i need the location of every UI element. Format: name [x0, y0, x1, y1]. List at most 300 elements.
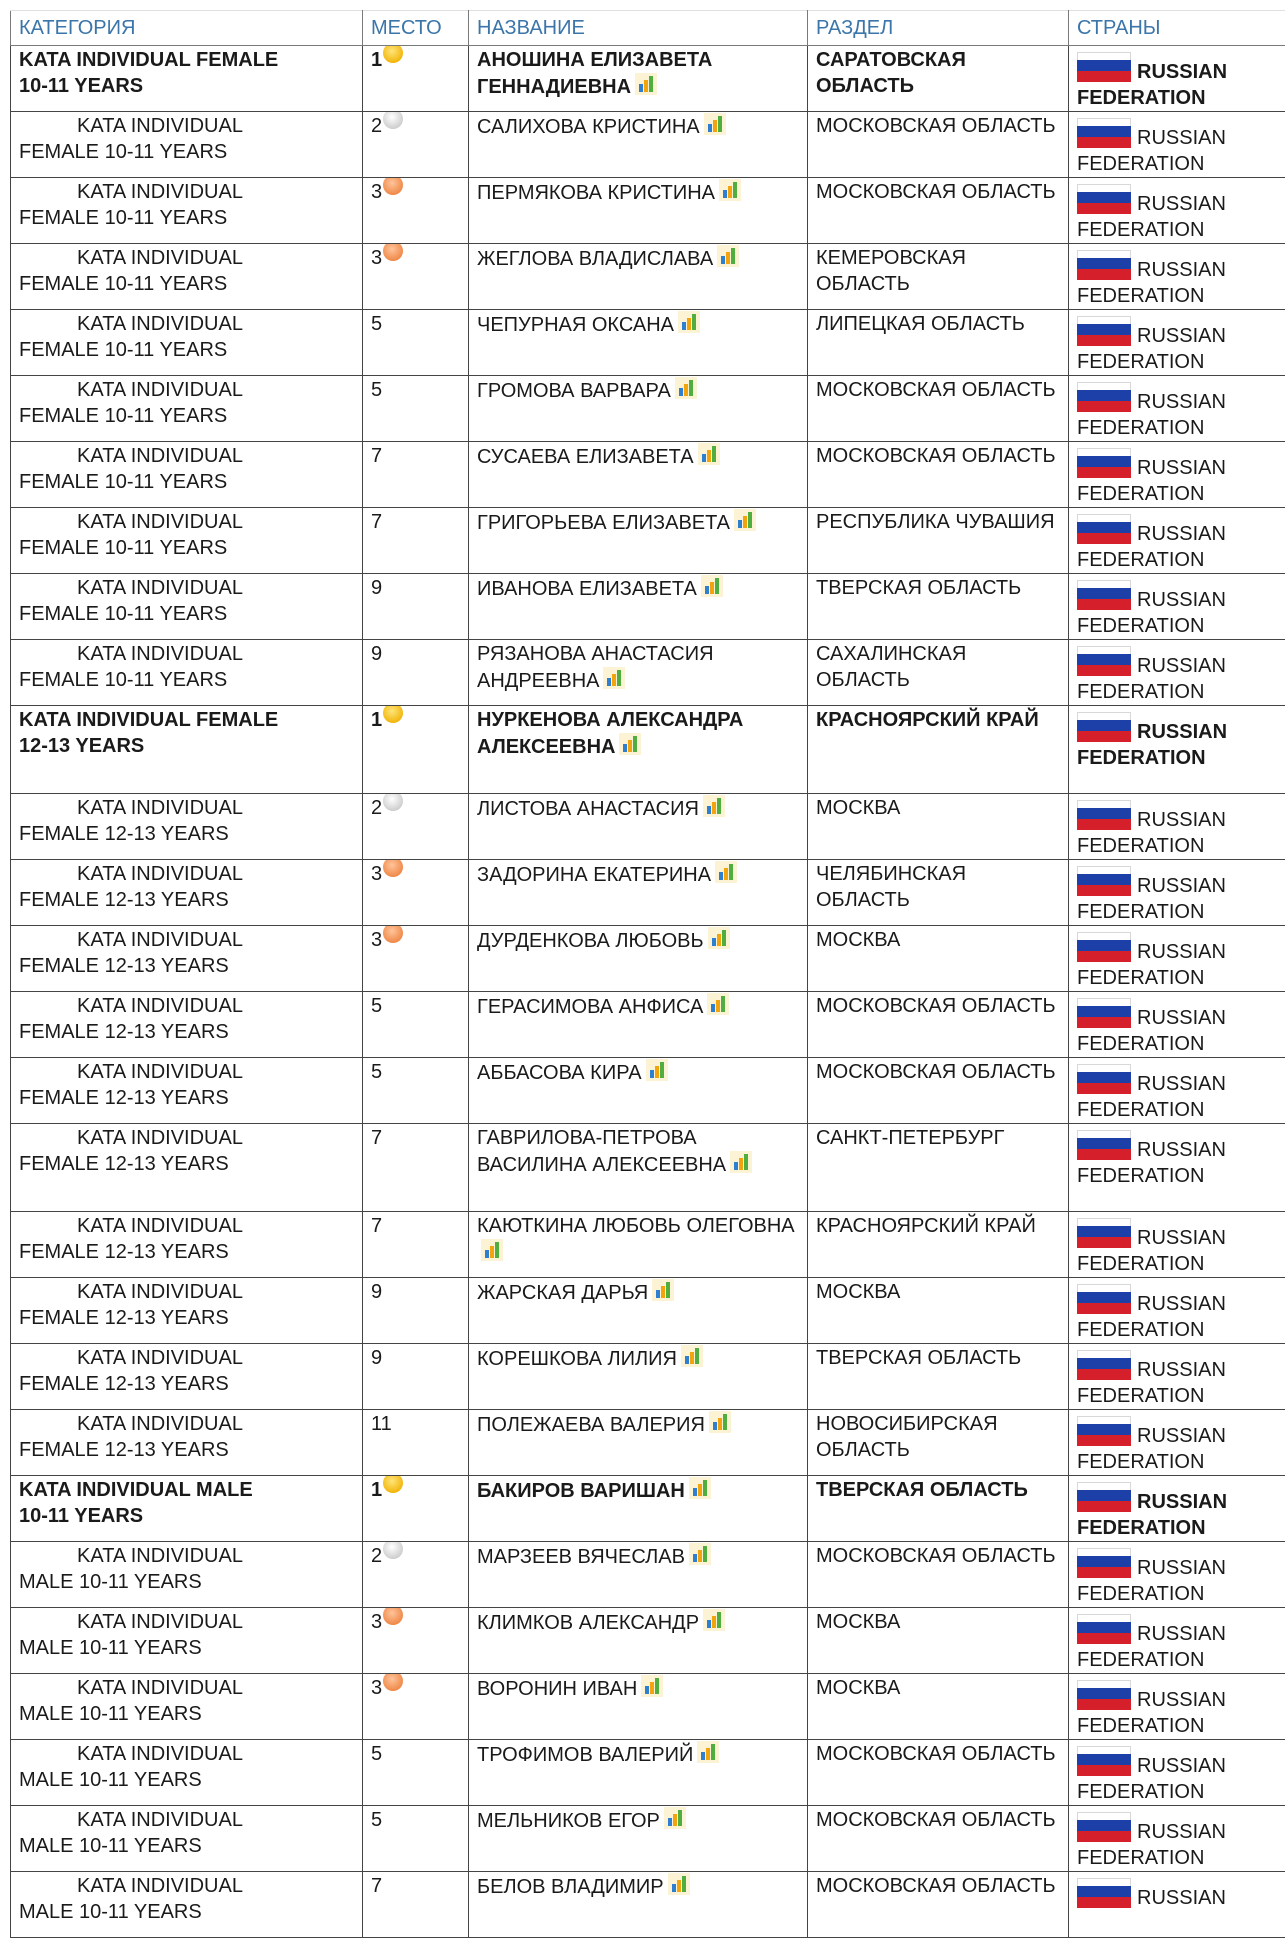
country-value: RUSSIAN FEDERATION: [1077, 391, 1226, 439]
athlete-name-link[interactable]: ЖЕГЛОВА ВЛАДИСЛАВА: [477, 248, 714, 270]
name-cell: [469, 244, 808, 310]
section-cell: [808, 1542, 1069, 1608]
category-cell: [11, 1278, 363, 1344]
stats-bar-chart-icon[interactable]: [709, 1411, 731, 1433]
place-value: 2: [371, 115, 383, 137]
name-cell: [469, 574, 808, 640]
stats-bar-chart-icon[interactable]: [635, 73, 657, 95]
country-value: RUSSIAN FEDERATION: [1077, 1623, 1226, 1671]
section-cell: [808, 508, 1069, 574]
table-row: [11, 1344, 1285, 1410]
country-cell: [1069, 574, 1285, 640]
section-cell: [808, 244, 1069, 310]
place-value: 7: [371, 445, 383, 467]
silver-medal-icon: [383, 794, 403, 812]
place-cell: [363, 1608, 469, 1674]
section-value: МОСКОВСКАЯ ОБЛАСТЬ: [816, 1545, 1056, 1567]
athlete-name-link[interactable]: ПОЛЕЖАЕВА ВАЛЕРИЯ: [477, 1414, 705, 1436]
country-cell: [1069, 1476, 1285, 1542]
country-value: RUSSIAN: [1137, 1887, 1226, 1909]
category-cell: [11, 574, 363, 640]
category-cell: [11, 46, 363, 112]
category-cell: [11, 1058, 363, 1124]
athlete-name-link[interactable]: ИВАНОВА ЕЛИЗАВЕТА: [477, 578, 697, 600]
section-cell: [808, 1608, 1069, 1674]
stats-bar-chart-icon[interactable]: [715, 861, 737, 883]
column-header-category[interactable]: КАТЕГОРИЯ: [11, 11, 363, 46]
place-cell: [363, 1872, 469, 1938]
athlete-name-link[interactable]: ЖАРСКАЯ ДАРЬЯ: [477, 1282, 649, 1304]
table-row: [11, 1410, 1285, 1476]
russia-flag-icon: [1077, 1614, 1131, 1644]
stats-bar-chart-icon[interactable]: [689, 1543, 711, 1565]
section-value: ТВЕРСКАЯ ОБЛАСТЬ: [816, 1347, 1022, 1369]
stats-bar-chart-icon[interactable]: [701, 575, 723, 597]
name-cell: [469, 860, 808, 926]
country-cell: [1069, 1212, 1285, 1278]
section-value: МОСКВА: [816, 1611, 901, 1633]
stats-bar-chart-icon[interactable]: [730, 1151, 752, 1173]
country-cell: [1069, 992, 1285, 1058]
category-cell: [11, 1476, 363, 1542]
place-value: 1: [371, 1479, 383, 1501]
name-cell: [469, 310, 808, 376]
section-value: МОСКВА: [816, 1677, 901, 1699]
stats-bar-chart-icon[interactable]: [717, 245, 739, 267]
russia-flag-icon: [1077, 998, 1131, 1028]
athlete-name-link[interactable]: МАРЗЕЕВ ВЯЧЕСЛАВ: [477, 1546, 685, 1568]
country-cell: [1069, 376, 1285, 442]
stats-bar-chart-icon[interactable]: [734, 509, 756, 531]
category-cell: [11, 992, 363, 1058]
name-cell: [469, 112, 808, 178]
place-cell: [363, 860, 469, 926]
category-cell: [11, 178, 363, 244]
category-cell: [11, 640, 363, 706]
section-value: КЕМЕРОВСКАЯ ОБЛАСТЬ: [816, 247, 966, 295]
country-value: RUSSIAN FEDERATION: [1077, 259, 1226, 307]
russia-flag-icon: [1077, 184, 1131, 214]
country-value: RUSSIAN FEDERATION: [1077, 1557, 1226, 1605]
country-cell: [1069, 1740, 1285, 1806]
athlete-name-link[interactable]: ДУРДЕНКОВА ЛЮБОВЬ: [477, 930, 704, 952]
russia-flag-icon: [1077, 118, 1131, 148]
place-cell: [363, 1058, 469, 1124]
russia-flag-icon: [1077, 316, 1131, 346]
category-line-1: KATA INDIVIDUAL: [77, 929, 243, 951]
athlete-name-link[interactable]: ВОРОНИН ИВАН: [477, 1678, 638, 1700]
name-cell: [469, 376, 808, 442]
category-line-2: FEMALE 10-11 YEARS: [19, 603, 228, 625]
russia-flag-icon: [1077, 712, 1131, 742]
name-cell: [469, 640, 808, 706]
section-value: РЕСПУБЛИКА ЧУВАШИЯ: [816, 511, 1055, 533]
category-cell: [11, 1212, 363, 1278]
place-value: 7: [371, 1127, 383, 1149]
name-cell: [469, 794, 808, 860]
category-cell: [11, 112, 363, 178]
stats-bar-chart-icon[interactable]: [703, 1609, 725, 1631]
section-value: МОСКОВСКАЯ ОБЛАСТЬ: [816, 995, 1056, 1017]
russia-flag-icon: [1077, 1548, 1131, 1578]
country-cell: [1069, 1608, 1285, 1674]
category-line-2: FEMALE 10-11 YEARS: [19, 273, 228, 295]
category-line-2: FEMALE 12-13 YEARS: [19, 1439, 229, 1461]
russia-flag-icon: [1077, 646, 1131, 676]
section-cell: [808, 992, 1069, 1058]
results-table: [10, 10, 1285, 1938]
name-cell: [469, 992, 808, 1058]
place-cell: [363, 1740, 469, 1806]
place-cell: [363, 1410, 469, 1476]
russia-flag-icon: [1077, 250, 1131, 280]
category-cell: [11, 1124, 363, 1212]
table-row: [11, 1740, 1285, 1806]
bronze-medal-icon: [383, 178, 403, 196]
place-value: 2: [371, 1545, 383, 1567]
table-row: [11, 310, 1285, 376]
place-value: 1: [371, 709, 383, 731]
section-cell: [808, 1278, 1069, 1344]
athlete-name-link[interactable]: РЯЗАНОВА АНАСТАСИЯ АНДРЕЕВНА: [477, 643, 714, 692]
section-value: МОСКОВСКАЯ ОБЛАСТЬ: [816, 445, 1056, 467]
category-line-2: FEMALE 12-13 YEARS: [19, 823, 229, 845]
country-value: RUSSIAN FEDERATION: [1077, 127, 1226, 175]
name-cell: [469, 1124, 808, 1212]
name-cell: [469, 1608, 808, 1674]
place-value: 5: [371, 1743, 383, 1765]
stats-bar-chart-icon[interactable]: [641, 1675, 663, 1697]
stats-bar-chart-icon[interactable]: [719, 179, 741, 201]
category-cell: [11, 1740, 363, 1806]
table-header-row: [11, 11, 1285, 46]
category-cell: [11, 244, 363, 310]
silver-medal-icon: [383, 112, 403, 130]
name-cell: [469, 1740, 808, 1806]
stats-bar-chart-icon[interactable]: [708, 927, 730, 949]
athlete-name-link[interactable]: КАЮТКИНА ЛЮБОВЬ ОЛЕГОВНА: [477, 1215, 795, 1237]
stats-bar-chart-icon[interactable]: [664, 1807, 686, 1829]
column-header-countries[interactable]: СТРАНЫ: [1069, 11, 1285, 46]
category-line-2: MALE 10-11 YEARS: [19, 1571, 202, 1593]
category-cell: [11, 508, 363, 574]
athlete-name-link[interactable]: ГРОМОВА ВАРВАРА: [477, 380, 671, 402]
athlete-name-link[interactable]: СУСАЕВА ЕЛИЗАВЕТА: [477, 446, 694, 468]
name-cell: [469, 1674, 808, 1740]
table-body: [11, 46, 1285, 1938]
category-line-1: KATA INDIVIDUAL: [77, 1545, 243, 1567]
stats-bar-chart-icon[interactable]: [703, 795, 725, 817]
place-value: 9: [371, 1281, 383, 1303]
name-cell: [469, 1344, 808, 1410]
athlete-name-link[interactable]: ГРИГОРЬЕВА ЕЛИЗАВЕТА: [477, 512, 731, 534]
place-cell: [363, 442, 469, 508]
place-value: 2: [371, 797, 383, 819]
athlete-name-link[interactable]: ЧЕПУРНАЯ ОКСАНА: [477, 314, 674, 336]
country-value: RUSSIAN FEDERATION: [1077, 1139, 1226, 1187]
country-value: RUSSIAN FEDERATION: [1077, 61, 1228, 109]
category-line-2: FEMALE 12-13 YEARS: [19, 955, 229, 977]
stats-bar-chart-icon[interactable]: [704, 113, 726, 135]
place-cell: [363, 1674, 469, 1740]
country-cell: [1069, 508, 1285, 574]
athlete-name-link[interactable]: АНОШИНА ЕЛИЗАВЕТА ГЕННАДИЕВНА: [477, 49, 713, 98]
category-line-1: KATA INDIVIDUAL: [77, 1061, 243, 1083]
category-line-2: MALE 10-11 YEARS: [19, 1703, 202, 1725]
section-value: КРАСНОЯРСКИЙ КРАЙ: [816, 709, 1039, 731]
category-cell: [11, 1542, 363, 1608]
russia-flag-icon: [1077, 1350, 1131, 1380]
section-value: МОСКОВСКАЯ ОБЛАСТЬ: [816, 181, 1056, 203]
place-value: 3: [371, 1677, 383, 1699]
table-row: [11, 992, 1285, 1058]
section-value: САНКТ-ПЕТЕРБУРГ: [816, 1127, 1005, 1149]
section-value: МОСКВА: [816, 1281, 901, 1303]
place-value: 5: [371, 379, 383, 401]
country-value: RUSSIAN FEDERATION: [1077, 809, 1226, 857]
name-cell: [469, 1806, 808, 1872]
category-cell: [11, 706, 363, 794]
athlete-name-link[interactable]: КОРЕШКОВА ЛИЛИЯ: [477, 1348, 677, 1370]
table-row: [11, 1212, 1285, 1278]
table-row: [11, 706, 1285, 794]
athlete-name-link[interactable]: ЛИСТОВА АНАСТАСИЯ: [477, 798, 699, 820]
section-cell: [808, 1476, 1069, 1542]
place-cell: [363, 1806, 469, 1872]
section-value: МОСКОВСКАЯ ОБЛАСТЬ: [816, 1875, 1056, 1897]
name-cell: [469, 1872, 808, 1938]
category-line-2: FEMALE 10-11 YEARS: [19, 339, 228, 361]
category-line-1: KATA INDIVIDUAL: [77, 1875, 243, 1897]
table-row: [11, 1608, 1285, 1674]
table-row: [11, 574, 1285, 640]
category-line-1: KATA INDIVIDUAL: [77, 797, 243, 819]
place-cell: [363, 640, 469, 706]
name-cell: [469, 1212, 808, 1278]
russia-flag-icon: [1077, 1680, 1131, 1710]
country-cell: [1069, 1278, 1285, 1344]
category-line-2: 10-11 YEARS: [19, 75, 144, 97]
place-value: 3: [371, 929, 383, 951]
category-line-1: KATA INDIVIDUAL FEMALE: [19, 709, 279, 731]
section-value: МОСКОВСКАЯ ОБЛАСТЬ: [816, 1743, 1056, 1765]
stats-bar-chart-icon[interactable]: [619, 733, 641, 755]
place-value: 5: [371, 1809, 383, 1831]
category-cell: [11, 1608, 363, 1674]
stats-bar-chart-icon[interactable]: [668, 1873, 690, 1895]
gold-medal-icon: [383, 706, 403, 724]
stats-bar-chart-icon[interactable]: [675, 377, 697, 399]
column-header-place[interactable]: МЕСТО: [363, 11, 469, 46]
section-cell: [808, 1344, 1069, 1410]
place-value: 5: [371, 995, 383, 1017]
category-line-1: KATA INDIVIDUAL: [77, 1611, 243, 1633]
section-cell: [808, 112, 1069, 178]
country-cell: [1069, 794, 1285, 860]
section-cell: [808, 1058, 1069, 1124]
stats-bar-chart-icon[interactable]: [678, 311, 700, 333]
place-value: 11: [371, 1413, 392, 1435]
russia-flag-icon: [1077, 1218, 1131, 1248]
place-cell: [363, 926, 469, 992]
category-line-1: KATA INDIVIDUAL FEMALE: [19, 49, 279, 71]
section-cell: [808, 926, 1069, 992]
stats-bar-chart-icon[interactable]: [603, 667, 625, 689]
category-line-2: FEMALE 12-13 YEARS: [19, 1087, 229, 1109]
stats-bar-chart-icon[interactable]: [681, 1345, 703, 1367]
place-cell: [363, 1542, 469, 1608]
category-line-2: MALE 10-11 YEARS: [19, 1769, 202, 1791]
russia-flag-icon: [1077, 1482, 1131, 1512]
place-cell: [363, 794, 469, 860]
country-value: RUSSIAN FEDERATION: [1077, 1491, 1228, 1539]
section-cell: [808, 178, 1069, 244]
section-cell: [808, 706, 1069, 794]
athlete-name-link[interactable]: ЗАДОРИНА ЕКАТЕРИНА: [477, 864, 712, 886]
russia-flag-icon: [1077, 1130, 1131, 1160]
category-line-1: KATA INDIVIDUAL: [77, 577, 243, 599]
table-row: [11, 112, 1285, 178]
section-cell: [808, 1212, 1069, 1278]
section-cell: [808, 1410, 1069, 1476]
section-cell: [808, 1740, 1069, 1806]
table-row: [11, 794, 1285, 860]
section-value: ТВЕРСКАЯ ОБЛАСТЬ: [816, 1479, 1028, 1501]
country-value: RUSSIAN FEDERATION: [1077, 457, 1226, 505]
russia-flag-icon: [1077, 866, 1131, 896]
category-line-1: KATA INDIVIDUAL: [77, 115, 243, 137]
table-row: [11, 1124, 1285, 1212]
category-line-1: KATA INDIVIDUAL: [77, 863, 243, 885]
category-line-1: KATA INDIVIDUAL: [77, 1347, 243, 1369]
category-line-2: FEMALE 10-11 YEARS: [19, 141, 228, 163]
place-cell: [363, 46, 469, 112]
category-cell: [11, 860, 363, 926]
section-cell: [808, 310, 1069, 376]
country-cell: [1069, 1806, 1285, 1872]
place-value: 7: [371, 1875, 383, 1897]
category-line-1: KATA INDIVIDUAL: [77, 445, 243, 467]
place-cell: [363, 1476, 469, 1542]
russia-flag-icon: [1077, 1812, 1131, 1842]
name-cell: [469, 1278, 808, 1344]
stats-bar-chart-icon[interactable]: [698, 443, 720, 465]
silver-medal-icon: [383, 1542, 403, 1560]
category-line-1: KATA INDIVIDUAL: [77, 181, 243, 203]
russia-flag-icon: [1077, 1284, 1131, 1314]
country-value: RUSSIAN FEDERATION: [1077, 1425, 1226, 1473]
country-cell: [1069, 1674, 1285, 1740]
place-cell: [363, 244, 469, 310]
place-value: 3: [371, 181, 383, 203]
country-cell: [1069, 112, 1285, 178]
section-value: МОСКОВСКАЯ ОБЛАСТЬ: [816, 1809, 1056, 1831]
section-value: САРАТОВСКАЯ ОБЛАСТЬ: [816, 49, 966, 97]
column-header-section[interactable]: РАЗДЕЛ: [808, 11, 1069, 46]
section-cell: [808, 640, 1069, 706]
russia-flag-icon: [1077, 1878, 1131, 1908]
stats-bar-chart-icon[interactable]: [481, 1239, 503, 1261]
name-cell: [469, 926, 808, 992]
table-row: [11, 1806, 1285, 1872]
country-value: RUSSIAN FEDERATION: [1077, 523, 1226, 571]
category-line-1: KATA INDIVIDUAL: [77, 1809, 243, 1831]
gold-medal-icon: [383, 1476, 403, 1494]
section-cell: [808, 1806, 1069, 1872]
athlete-name-link[interactable]: БАКИРОВ ВАРИШАН: [477, 1480, 685, 1502]
athlete-name-link[interactable]: БЕЛОВ ВЛАДИМИР: [477, 1876, 664, 1898]
country-cell: [1069, 706, 1285, 794]
table-row: [11, 376, 1285, 442]
bronze-medal-icon: [383, 860, 403, 878]
country-cell: [1069, 1344, 1285, 1410]
stats-bar-chart-icon[interactable]: [707, 993, 729, 1015]
column-header-name[interactable]: НАЗВАНИЕ: [469, 11, 808, 46]
athlete-name-link[interactable]: АББАСОВА КИРА: [477, 1062, 642, 1084]
place-cell: [363, 376, 469, 442]
table-row: [11, 442, 1285, 508]
category-cell: [11, 1344, 363, 1410]
category-cell: [11, 926, 363, 992]
category-line-2: MALE 10-11 YEARS: [19, 1901, 202, 1923]
category-line-1: KATA INDIVIDUAL: [77, 1413, 243, 1435]
athlete-name-link[interactable]: САЛИХОВА КРИСТИНА: [477, 116, 700, 138]
name-cell: [469, 1410, 808, 1476]
athlete-name-link[interactable]: МЕЛЬНИКОВ ЕГОР: [477, 1810, 660, 1832]
stats-bar-chart-icon[interactable]: [697, 1741, 719, 1763]
athlete-name-link[interactable]: ТРОФИМОВ ВАЛЕРИЙ: [477, 1744, 694, 1766]
athlete-name-link[interactable]: КЛИМКОВ АЛЕКСАНДР: [477, 1612, 700, 1634]
category-cell: [11, 442, 363, 508]
section-cell: [808, 1124, 1069, 1212]
table-row: [11, 178, 1285, 244]
stats-bar-chart-icon[interactable]: [689, 1477, 711, 1499]
athlete-name-link[interactable]: ГАВРИЛОВА-ПЕТРОВА ВАСИЛИНА АЛЕКСЕЕВНА: [477, 1127, 727, 1176]
athlete-name-link[interactable]: ГЕРАСИМОВА АНФИСА: [477, 996, 704, 1018]
russia-flag-icon: [1077, 514, 1131, 544]
country-cell: [1069, 244, 1285, 310]
place-cell: [363, 574, 469, 640]
place-value: 7: [371, 1215, 383, 1237]
name-cell: [469, 178, 808, 244]
category-cell: [11, 794, 363, 860]
section-value: ТВЕРСКАЯ ОБЛАСТЬ: [816, 577, 1022, 599]
category-cell: [11, 310, 363, 376]
country-value: RUSSIAN FEDERATION: [1077, 1227, 1226, 1275]
section-value: САХАЛИНСКАЯ ОБЛАСТЬ: [816, 643, 967, 691]
place-value: 9: [371, 1347, 383, 1369]
athlete-name-link[interactable]: НУРКЕНОВА АЛЕКСАНДРА АЛЕКСЕЕВНА: [477, 709, 744, 758]
table-row: [11, 46, 1285, 112]
country-value: RUSSIAN FEDERATION: [1077, 589, 1226, 637]
table-row: [11, 1674, 1285, 1740]
bronze-medal-icon: [383, 1674, 403, 1692]
country-value: RUSSIAN FEDERATION: [1077, 655, 1226, 703]
country-value: RUSSIAN FEDERATION: [1077, 721, 1228, 769]
category-cell: [11, 376, 363, 442]
country-value: RUSSIAN FEDERATION: [1077, 193, 1226, 241]
stats-bar-chart-icon[interactable]: [646, 1059, 668, 1081]
place-cell: [363, 112, 469, 178]
place-cell: [363, 310, 469, 376]
country-value: RUSSIAN FEDERATION: [1077, 1359, 1226, 1407]
table-row: [11, 1476, 1285, 1542]
place-cell: [363, 1124, 469, 1212]
athlete-name-link[interactable]: ПЕРМЯКОВА КРИСТИНА: [477, 182, 716, 204]
place-value: 1: [371, 49, 383, 71]
section-cell: [808, 574, 1069, 640]
stats-bar-chart-icon[interactable]: [652, 1279, 674, 1301]
